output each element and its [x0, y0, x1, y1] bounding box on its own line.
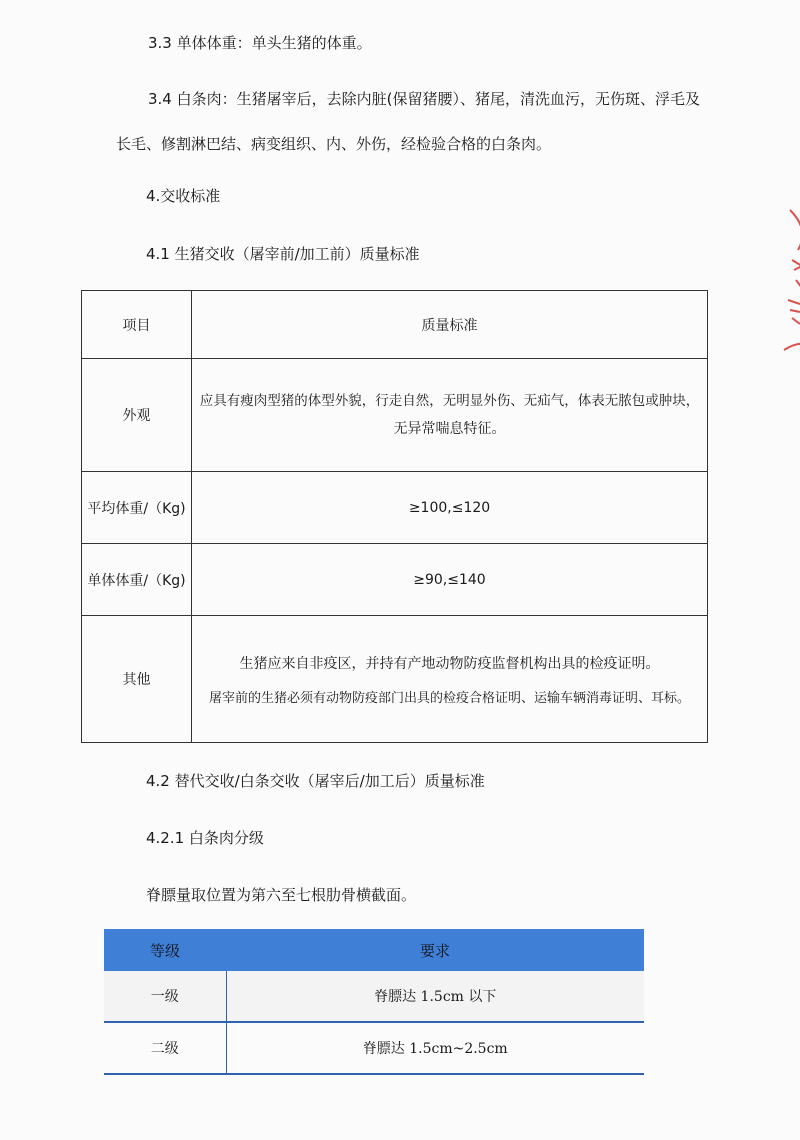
row-standard	[192, 616, 708, 743]
grade-header-row	[104, 929, 644, 971]
standard-line: 生猪应来自非疫区，并持有产地动物防疫监督机构出具的检疫证明。	[239, 655, 660, 672]
table-header-row	[82, 291, 708, 359]
red-stamp-fragment	[770, 200, 800, 360]
requirement-cell: 脊膘达 1.5cm~2.5cm	[226, 1022, 644, 1074]
table-row	[104, 971, 644, 1022]
table-row	[104, 1022, 644, 1074]
table-row	[82, 616, 708, 743]
row-item: 平均体重/（Kg)	[82, 472, 192, 544]
standard-line: 应具有瘦肉型猪的体型外貌，行走自然，无明显外伤、无疝气，体表无脓包或肿块，	[199, 393, 700, 409]
section-4-2-heading: 4.2 替代交收/白条交收（屠宰后/加工后）质量标准	[146, 772, 485, 790]
standard-line: 无异常喘息特征。	[393, 421, 506, 437]
header-grade: 等级	[104, 929, 226, 971]
row-standard: ≥90,≤140	[192, 544, 708, 616]
section-4-2-1-heading: 4.2.1 白条肉分级	[146, 829, 264, 847]
table-row	[82, 359, 708, 472]
section-3-4-line1: 3.4 白条肉：生猪屠宰后，去除内脏(保留猪腰）、猪尾，清洗血污，无伤斑、浮毛及	[148, 90, 700, 108]
header-requirement: 要求	[226, 929, 644, 971]
row-standard	[192, 359, 708, 472]
section-4-1-heading: 4.1 生猪交收（屠宰前/加工前）质量标准	[146, 245, 420, 263]
row-item: 外观	[82, 359, 192, 472]
header-item: 项目	[82, 291, 192, 359]
grade-cell: 二级	[104, 1022, 226, 1074]
section-4-heading: 4.交收标准	[146, 187, 221, 205]
header-standard: 质量标准	[192, 291, 708, 359]
standard-line: 屠宰前的生猪必须有动物防疫部门出具的检疫合格证明、运输车辆消毒证明、耳标。	[208, 690, 690, 706]
quality-standard-table	[81, 290, 708, 743]
spine-fat-note: 脊膘量取位置为第六至七根肋骨横截面。	[146, 886, 417, 904]
table-row	[82, 472, 708, 544]
grade-cell: 一级	[104, 971, 226, 1022]
section-3-3: 3.3 单体体重：单头生猪的体重。	[148, 34, 372, 52]
row-standard: ≥100,≤120	[192, 472, 708, 544]
table-row	[82, 544, 708, 616]
row-item: 单体体重/（Kg)	[82, 544, 192, 616]
requirement-cell: 脊膘达 1.5cm 以下	[226, 971, 644, 1022]
section-3-4-line2: 长毛、修割淋巴结、病变组织、内、外伤，经检验合格的白条肉。	[116, 135, 552, 153]
row-item: 其他	[82, 616, 192, 743]
grade-table	[104, 929, 644, 1075]
